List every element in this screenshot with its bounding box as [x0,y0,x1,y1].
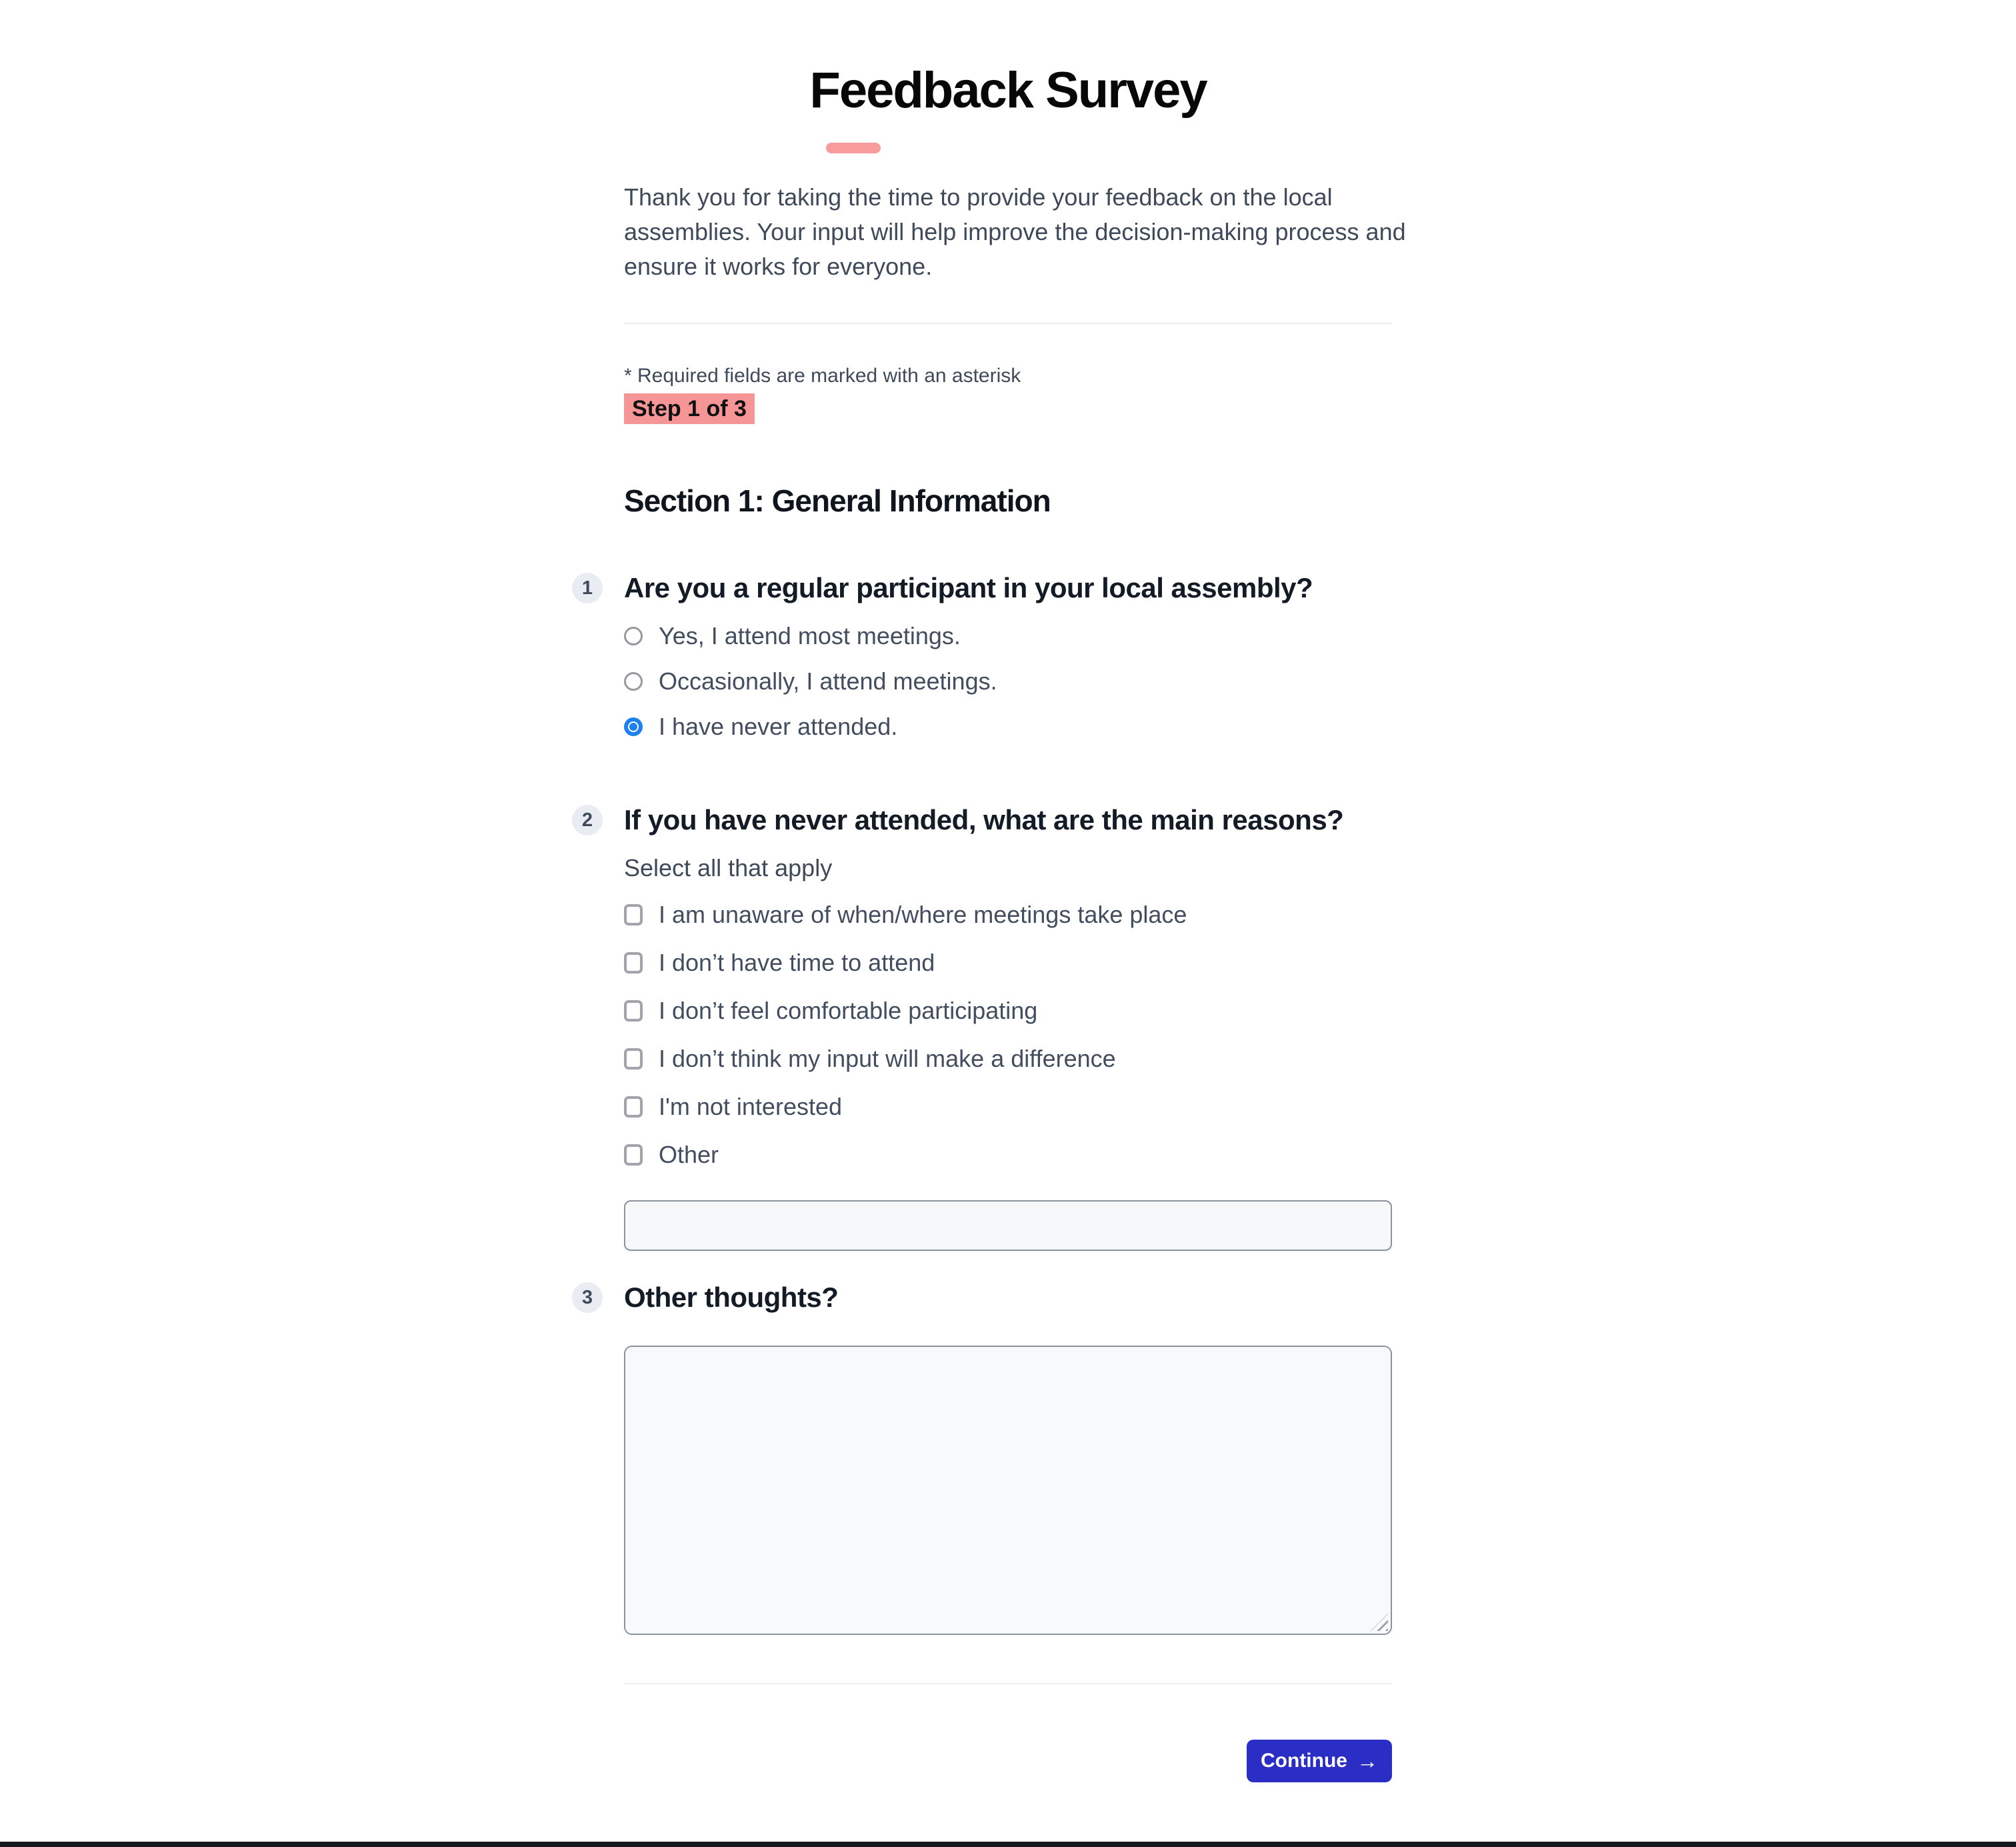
checkbox-option-label: I am unaware of when/where meetings take place [659,901,1187,928]
step-indicator: Step 1 of 3 [624,393,755,424]
checkbox-icon[interactable] [624,1144,643,1166]
divider [624,1683,1392,1684]
checkbox-option-no-difference[interactable] [624,1044,1392,1074]
radio-option-label: I have never attended. [659,713,898,740]
footer-bar [0,1842,2016,1847]
question-2-number-badge: 2 [572,805,603,835]
radio-button-icon[interactable] [624,627,643,645]
title-underline-decoration [826,143,881,153]
checkbox-icon[interactable] [624,1048,643,1070]
checkbox-option-label: I don’t think my input will make a difference [659,1045,1116,1072]
radio-button-icon-selected[interactable] [624,717,643,736]
question-2-hint: Select all that apply [624,854,833,881]
question-2-text: If you have never attended, what are the main reasons? [624,804,1344,835]
checkbox-icon[interactable] [624,952,643,974]
question-3-text: Other thoughts? [624,1282,839,1313]
divider [624,323,1392,324]
radio-option-label: Occasionally, I attend meetings. [659,667,997,695]
radio-option-occasionally[interactable] [624,668,1392,695]
checkbox-option-label: I don’t feel comfortable participating [659,997,1038,1024]
checkbox-option-not-comfortable[interactable] [624,996,1392,1026]
arrow-right-icon: → [1356,1749,1378,1773]
question-1-text: Are you a regular participant in your local assembly? [624,572,1313,603]
intro-text: Thank you for taking the time to provide your feedback on the local assemblies. Your input will help improve the decision-making process and ensure it works for everyone. [624,183,1406,280]
checkbox-option-label: Other [659,1141,719,1168]
continue-button[interactable] [1247,1740,1392,1782]
question-3 [581,1280,1392,1635]
question-1 [581,571,1392,759]
checkbox-option-not-interested[interactable] [624,1092,1392,1122]
checkbox-option-label: I'm not interested [659,1093,843,1120]
other-thoughts-field-wrap [624,1346,1392,1635]
checkbox-icon[interactable] [624,1000,643,1022]
radio-button-icon[interactable] [624,672,643,691]
checkbox-icon[interactable] [624,904,643,926]
other-reason-input[interactable] [624,1200,1392,1251]
required-fields-note: * Required fields are marked with an asterisk [624,365,1021,387]
checkbox-icon[interactable] [624,1096,643,1118]
page-title: Feedback Survey [809,62,1207,119]
other-thoughts-textarea[interactable] [624,1346,1392,1635]
question-2 [581,803,1392,1251]
continue-button-label: Continue [1261,1750,1347,1772]
radio-option-label: Yes, I attend most meetings. [659,622,961,649]
radio-option-never[interactable] [624,713,1392,740]
checkbox-option-unaware[interactable] [624,900,1392,930]
checkbox-option-other[interactable] [624,1140,1392,1170]
question-3-number-badge: 3 [572,1282,603,1313]
checkbox-option-label: I don’t have time to attend [659,949,935,976]
question-1-options [624,623,1392,740]
question-2-options [624,900,1392,1170]
section-heading: Section 1: General Information [624,483,1051,518]
radio-option-yes[interactable] [624,623,1392,649]
question-1-number-badge: 1 [572,573,603,603]
checkbox-option-no-time[interactable] [624,948,1392,978]
